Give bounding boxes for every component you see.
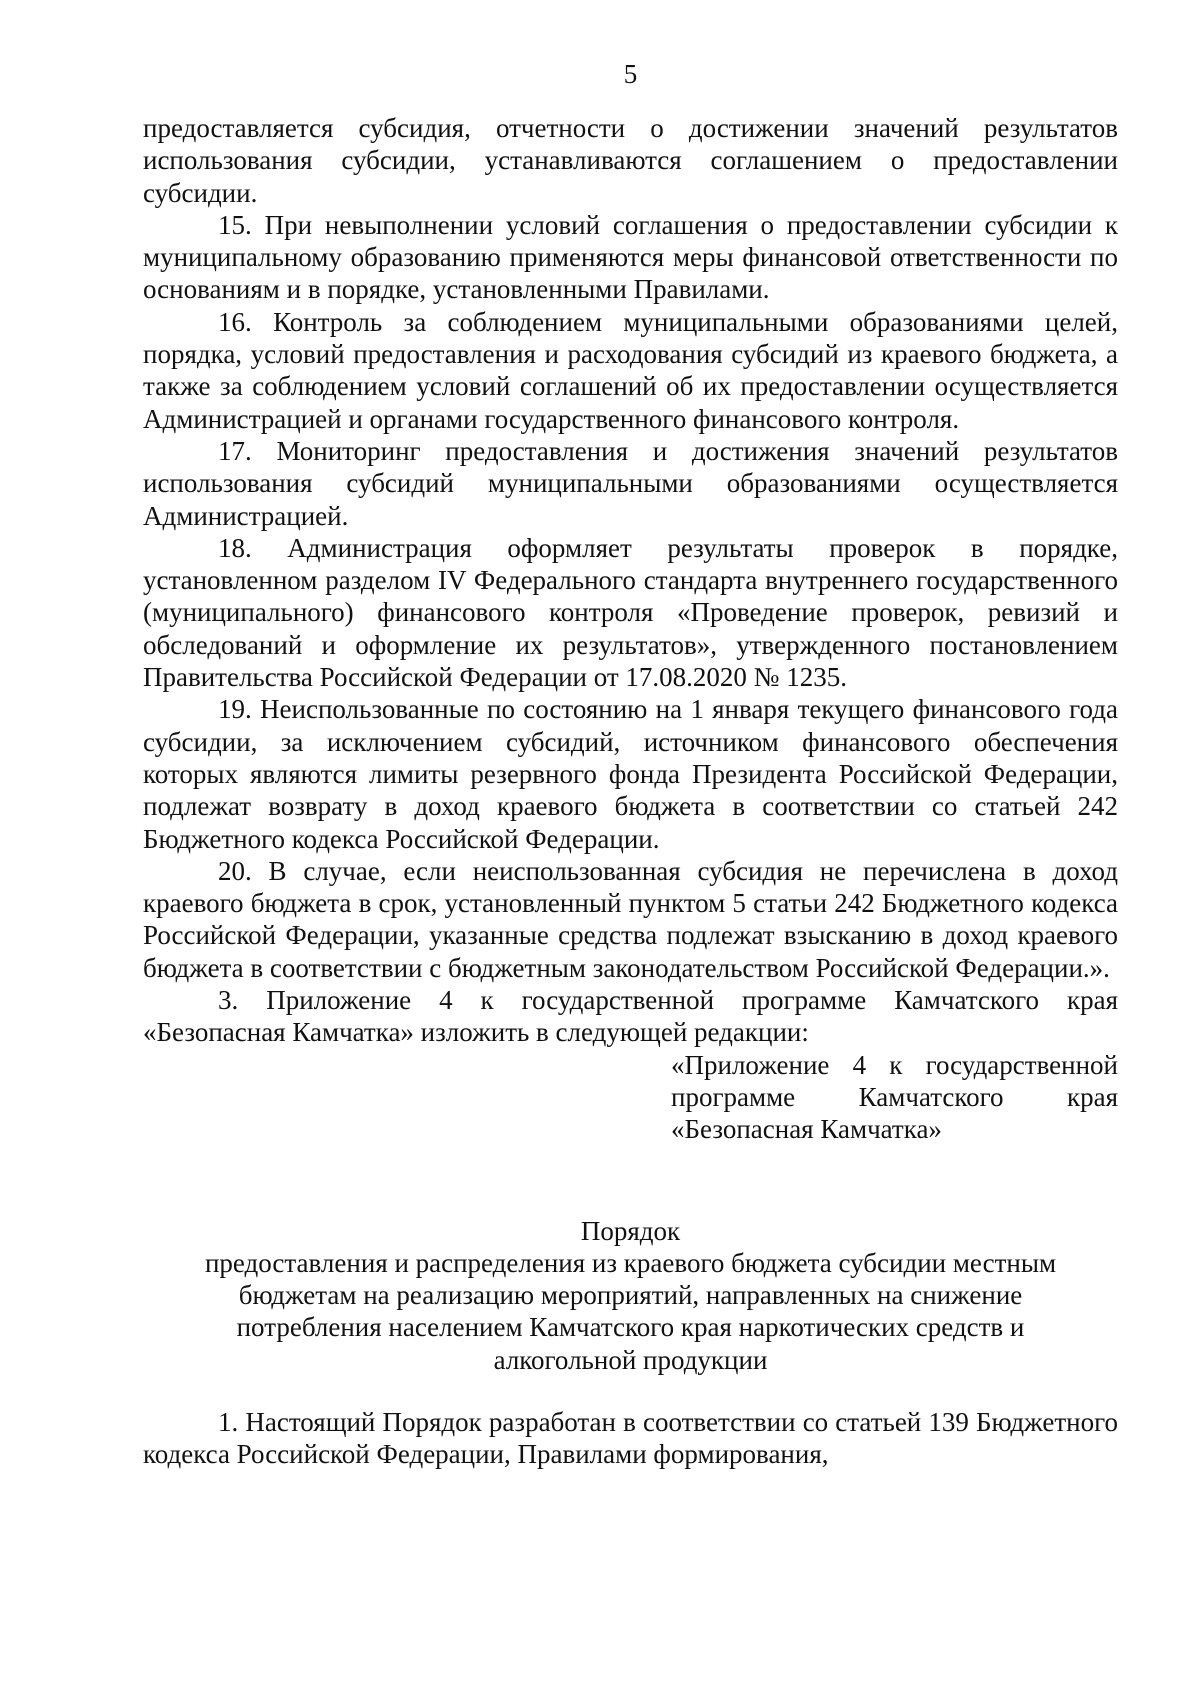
appendix-note: «Приложение 4 к государственной программе Камчатского края «Безопасная Камчатка» bbox=[671, 1049, 1118, 1145]
paragraph-20: 20. В случае, если неиспользованная субсидия не перечислена в доход краевого бюджета в срок, установленный пунктом 5 статьи 242 Бюджетного кодекса Российской Федерации, указанные средства подлежат взысканию в доход краевого бюджета в соответствии с бюджетным законодательством Российской Федерации.». bbox=[143, 855, 1118, 983]
paragraph-15: 15. При невыполнении условий соглашения о предоставлении субсидии к муниципальному образованию применяются меры финансовой ответственности по основаниям и в порядке, установленными Правилами. bbox=[143, 209, 1118, 305]
paragraph-procedure-1: 1. Настоящий Порядок разработан в соответствии со статьей 139 Бюджетного кодекса Российской Федерации, Правилами формирования, bbox=[143, 1406, 1118, 1470]
paragraph-19: 19. Неиспользованные по состоянию на 1 января текущего финансового года субсидии, за исключением субсидий, источником финансового обеспечения которых являются лимиты резервного фонда Президента Российской Федерации, подлежат возврату в доход краевого бюджета в соответствии со статьей 242 Бюджетного кодекса Российской Федерации. bbox=[143, 694, 1118, 854]
paragraph-17: 17. Мониторинг предоставления и достижения значений результатов использования субсидий муниципальными образованиями осуществляется Администрацией. bbox=[143, 435, 1118, 531]
title-block bbox=[143, 1215, 1118, 1376]
paragraph-16: 16. Контроль за соблюдением муниципальными образованиями целей, порядка, условий предоставления и расходования субсидий из краевого бюджета, а также за соблюдением условий соглашений об их предоставлении осуществляется Администрацией и органами государственного финансового контроля. bbox=[143, 306, 1118, 434]
paragraph-item-3: 3. Приложение 4 к государственной программе Камчатского края «Безопасная Камчатка» изложить в следующей редакции: bbox=[143, 985, 1118, 1048]
title-heading: Порядок bbox=[580, 1215, 681, 1246]
paragraph-continuation: предоставляется субсидия, отчетности о достижении значений результатов использования субсидии, устанавливаются соглашением о предоставлении субсидии. bbox=[143, 113, 1118, 208]
paragraph-18: 18. Администрация оформляет результаты проверок в порядке, установленном разделом IV Федерального стандарта внутреннего государственного (муниципального) финансового контроля «Проведение проверок, ревизий и обследований и оформление их результатов», утвержденного постановлением Правительства Российской Федерации от 17.08.2020 № 1235. bbox=[143, 532, 1118, 693]
title-subheading: предоставления и распределения из краевого бюджета субсидии местным бюджетам на реализацию мероприятий, направленных на снижение потребления населением Камчатского края наркотических средств и алкогольной продукции bbox=[204, 1247, 1057, 1375]
page-number: 5 bbox=[623, 59, 638, 89]
